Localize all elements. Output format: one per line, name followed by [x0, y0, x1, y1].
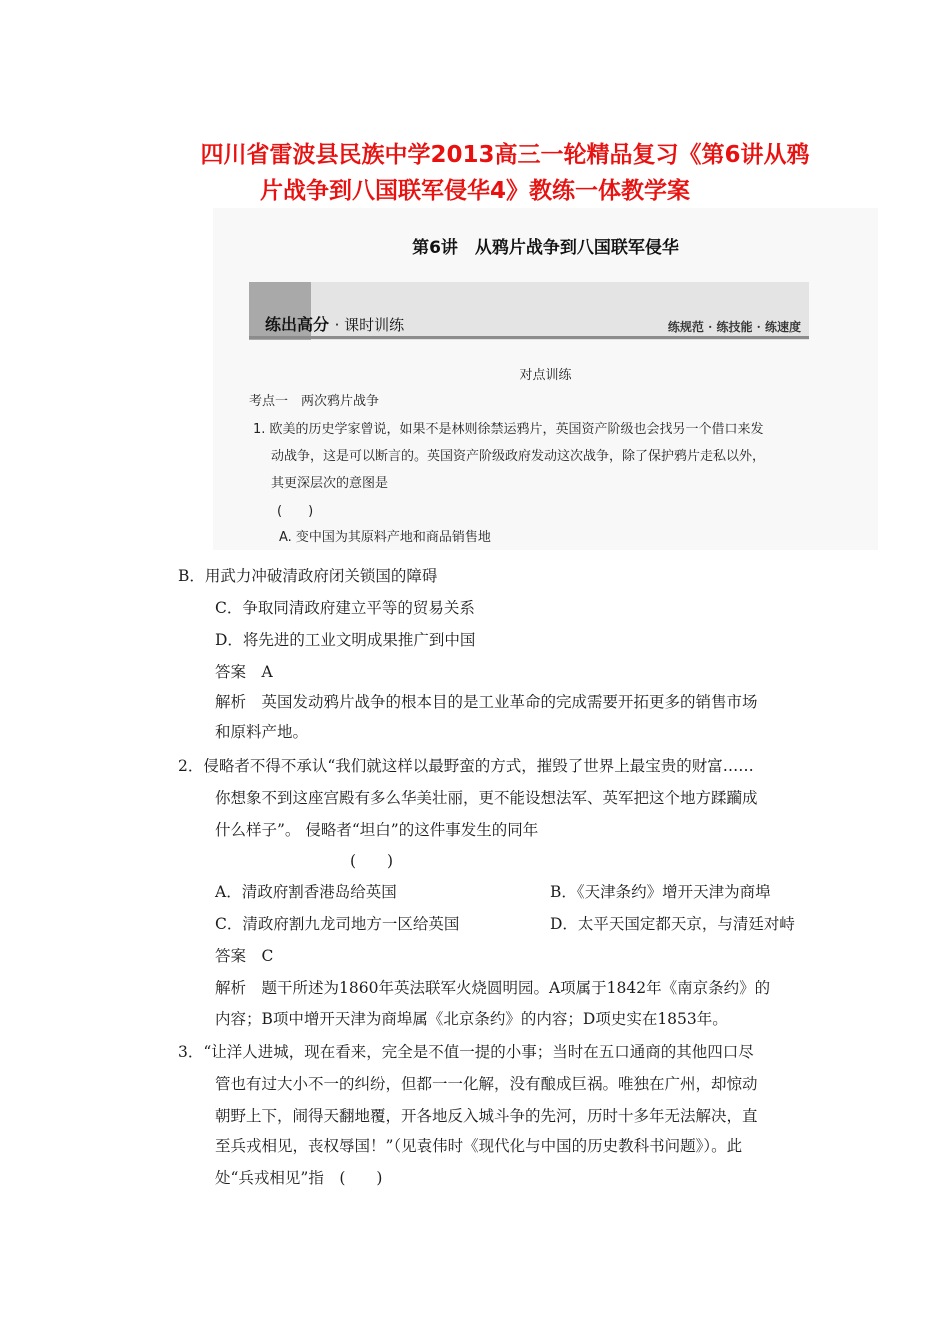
q2-stem: 2．侵略者不得不承认“我们就这样以最野蛮的方式，摧毁了世界上最宝贵的财富……: [178, 757, 754, 775]
q2-answer: 答案 C: [215, 947, 274, 965]
q2-stem: 什么样子”。 侵略者“坦白”的这件事发生的同年: [215, 821, 539, 839]
q2-option-b: B．《天津条约》增开天津为商埠: [550, 883, 771, 901]
q2-option-c: C．清政府割九龙司地方一区给英国: [215, 915, 460, 933]
q1-line: 1. 欧美的历史学家曾说，如果不是林则徐禁运鸦片，英国资产阶级也会找另一个借口来发: [253, 422, 764, 437]
q1-line: 其更深层次的意图是: [271, 476, 389, 491]
q1-answer-blank: ( ): [277, 504, 314, 519]
banner-main-label: 练出高分: [265, 315, 330, 334]
lesson-title: 第6讲 从鸦片战争到八国联军侵华: [412, 238, 679, 258]
banner-sub-label: · 课时训练: [334, 316, 405, 334]
q3-stem: 至兵戎相见，丧权辱国！”（见袁伟时《现代化与中国的历史教科书问题》）。此: [215, 1137, 743, 1155]
q1-option-b: B．用武力冲破清政府闭关锁国的障碍: [178, 567, 438, 585]
q1-option-c: C．争取同清政府建立平等的贸易关系: [215, 599, 475, 617]
q2-explanation: 解析 题干所述为1860年英法联军火烧圆明园。A项属于1842年《南京条约》的: [215, 979, 771, 997]
topic-heading: 考点一 两次鸦片战争: [249, 394, 380, 409]
q1-answer: 答案 A: [215, 663, 273, 681]
q2-answer-blank: ( ): [350, 852, 394, 870]
q3-stem: 处“兵戎相见”指 ( ): [215, 1169, 383, 1187]
scanned-excerpt: [213, 208, 878, 550]
q1-explanation: 解析 英国发动鸦片战争的根本目的是工业革命的完成需要开拓更多的销售市场: [215, 693, 758, 711]
q2-stem: 你想象不到这座宫殿有多么华美壮丽，更不能设想法军、英军把这个地方蹂躏成: [215, 789, 758, 807]
banner-slogan: 练规范 · 练技能 · 练速度: [667, 320, 801, 334]
practice-banner: [249, 282, 809, 340]
document-title-line1: 四川省雷波县民族中学2013高三一轮精品复习《第6讲从鸦: [200, 142, 810, 168]
q1-option-d: D．将先进的工业文明成果推广到中国: [215, 631, 476, 649]
q3-stem: 3．“让洋人进城，现在看来，完全是不值一提的小事；当时在五口通商的其他四口尽: [178, 1043, 754, 1061]
q1-line: 动战争，这是可以断言的。英国资产阶级政府发动这次战争，除了保护鸦片走私以外，: [271, 449, 766, 464]
q3-stem: 管也有过大小不一的纠纷，但都一一化解，没有酿成巨祸。唯独在广州，却惊动: [215, 1075, 758, 1093]
section-heading: 对点训练: [519, 368, 572, 383]
document-title-line2: 片战争到八国联军侵华4》教练一体教学案: [259, 178, 690, 204]
q3-stem: 朝野上下，闹得天翻地覆，开各地反入城斗争的先河，历时十多年无法解决，直: [215, 1107, 758, 1125]
q1-explanation: 和原料产地。: [215, 723, 309, 741]
q1-option-a: A. 变中国为其原料产地和商品销售地: [279, 530, 491, 545]
q2-option-d: D．太平天国定都天京，与清廷对峙: [550, 915, 795, 933]
q2-explanation: 内容；B项中增开天津为商埠属《北京条约》的内容；D项史实在1853年。: [215, 1010, 728, 1028]
q2-option-a: A．清政府割香港岛给英国: [215, 883, 397, 901]
